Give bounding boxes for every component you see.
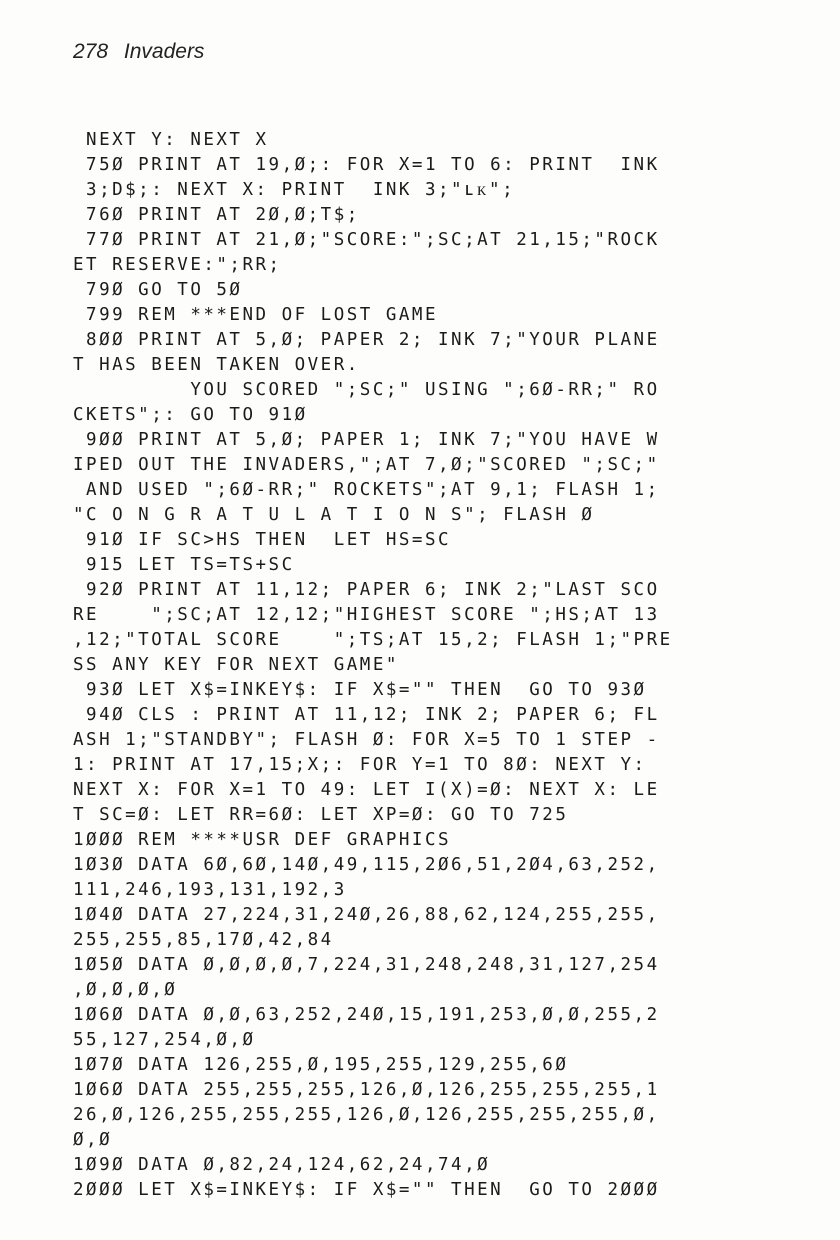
code-line: 111,246,193,131,192,3 bbox=[73, 880, 347, 900]
code-line: 915 LET TS=TS+SC bbox=[73, 555, 295, 575]
code-line: IPED OUT THE INVADERS,";AT 7,Ø;"SCORED ";SC;" bbox=[73, 455, 660, 475]
code-line: NEXT Y: NEXT X bbox=[73, 130, 269, 150]
code-line: 8ØØ PRINT AT 5,Ø; PAPER 2; INK 7;"YOUR PLANE bbox=[73, 330, 660, 350]
page-number: 278 bbox=[73, 40, 109, 63]
code-line: 1Ø9Ø DATA Ø,82,24,124,62,24,74,Ø bbox=[73, 1155, 491, 1175]
code-line: 1Ø3Ø DATA 6Ø,6Ø,14Ø,49,115,2Ø6,51,2Ø4,63,252, bbox=[73, 855, 660, 875]
code-line: 92Ø PRINT AT 11,12; PAPER 6; INK 2;"LAST SCO bbox=[73, 580, 660, 600]
code-line: 1Ø6Ø DATA 255,255,255,126,Ø,126,255,255,255,1 bbox=[73, 1080, 660, 1100]
code-line: 55,127,254,Ø,Ø bbox=[73, 1030, 256, 1050]
code-line: 1: PRINT AT 17,15;X;: FOR Y=1 TO 8Ø: NEXT Y: bbox=[73, 755, 647, 775]
code-line: "C O N G R A T U L A T I O N S"; FLASH Ø bbox=[73, 505, 595, 525]
code-line: 1Ø7Ø DATA 126,255,Ø,195,255,129,255,6Ø bbox=[73, 1055, 569, 1075]
code-line: SS ANY KEY FOR NEXT GAME" bbox=[73, 655, 399, 675]
code-line: ,Ø,Ø,Ø,Ø bbox=[73, 980, 178, 1000]
code-line: 26,Ø,126,255,255,255,126,Ø,126,255,255,255,Ø, bbox=[73, 1105, 660, 1125]
code-line: AND USED ";6Ø-RR;" ROCKETS";AT 9,1; FLASH 1; bbox=[73, 480, 660, 500]
code-line: 1Ø6Ø DATA Ø,Ø,63,252,24Ø,15,191,253,Ø,Ø,255,2 bbox=[73, 1005, 660, 1025]
code-line: 93Ø LET X$=INKEY$: IF X$="" THEN GO TO 93Ø bbox=[73, 680, 647, 700]
code-line: T SC=Ø: LET RR=6Ø: LET XP=Ø: GO TO 725 bbox=[73, 805, 569, 825]
code-line: 255,255,85,17Ø,42,84 bbox=[73, 930, 334, 950]
code-line: 1Ø5Ø DATA Ø,Ø,Ø,Ø,7,224,31,248,248,31,127,254 bbox=[73, 955, 660, 975]
code-line: 75Ø PRINT AT 19,Ø;: FOR X=1 TO 6: PRINT INK bbox=[73, 155, 660, 175]
code-line: 3;D$;: NEXT X: PRINT INK 3;"ʟᴋ"; bbox=[73, 180, 516, 200]
code-line: Ø,Ø bbox=[73, 1130, 113, 1150]
code-line: 91Ø IF SC>HS THEN LET HS=SC bbox=[73, 530, 452, 550]
running-header bbox=[73, 40, 204, 64]
code-line: 2ØØØ LET X$=INKEY$: IF X$="" THEN GO TO 2ØØØ bbox=[73, 1180, 660, 1200]
code-line: CKETS";: GO TO 91Ø bbox=[73, 405, 308, 425]
code-line: ET RESERVE:";RR; bbox=[73, 255, 282, 275]
code-line: ,12;"TOTAL SCORE ";TS;AT 15,2; FLASH 1;"PRE bbox=[73, 630, 673, 650]
chapter-title: Invaders bbox=[123, 40, 205, 63]
code-line: NEXT X: FOR X=1 TO 49: LET I(X)=Ø: NEXT X: LE bbox=[73, 780, 660, 800]
code-line: 76Ø PRINT AT 2Ø,Ø;T$; bbox=[73, 205, 360, 225]
code-line: RE ";SC;AT 12,12;"HIGHEST SCORE ";HS;AT 13 bbox=[73, 605, 660, 625]
code-line: T HAS BEEN TAKEN OVER. bbox=[73, 355, 360, 375]
code-line: ASH 1;"STANDBY"; FLASH Ø: FOR X=5 TO 1 STEP - bbox=[73, 730, 660, 750]
basic-program-listing bbox=[73, 128, 813, 1203]
code-line: 94Ø CLS : PRINT AT 11,12; INK 2; PAPER 6; FL bbox=[73, 705, 660, 725]
code-line: 799 REM ***END OF LOST GAME bbox=[73, 305, 439, 325]
code-line: 9ØØ PRINT AT 5,Ø; PAPER 1; INK 7;"YOU HAVE W bbox=[73, 430, 660, 450]
code-line: 1Ø4Ø DATA 27,224,31,24Ø,26,88,62,124,255,255, bbox=[73, 905, 660, 925]
code-line: 77Ø PRINT AT 21,Ø;"SCORE:";SC;AT 21,15;"ROCK bbox=[73, 230, 660, 250]
code-line: YOU SCORED ";SC;" USING ";6Ø-RR;" RO bbox=[73, 380, 660, 400]
code-line: 1ØØØ REM ****USR DEF GRAPHICS bbox=[73, 830, 452, 850]
code-line: 79Ø GO TO 5Ø bbox=[73, 280, 243, 300]
